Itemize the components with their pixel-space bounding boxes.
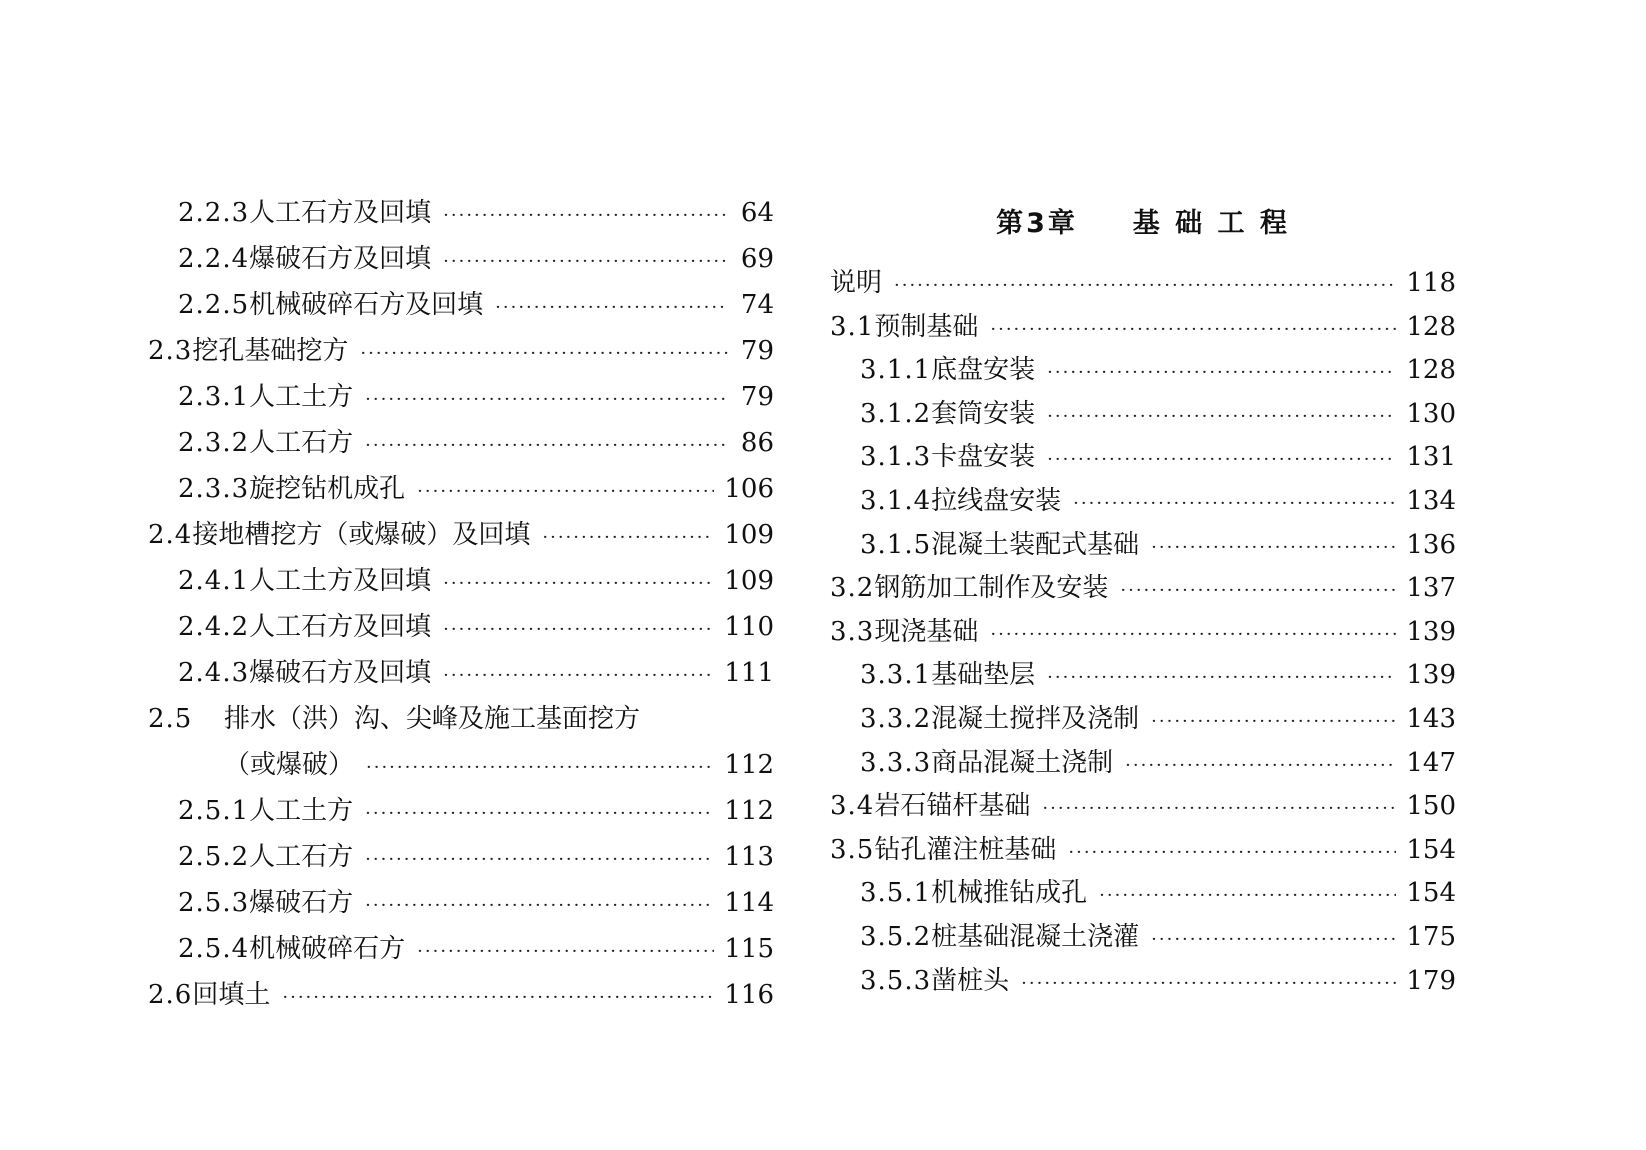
toc-entry[interactable] bbox=[148, 926, 774, 972]
toc-entry-page: 154 bbox=[1406, 878, 1456, 909]
toc-entry[interactable] bbox=[830, 262, 1456, 306]
toc-entry[interactable] bbox=[830, 785, 1456, 829]
toc-entry-number: 2.5.2 bbox=[178, 842, 250, 872]
dot-leader bbox=[1047, 438, 1396, 482]
dot-leader bbox=[366, 745, 714, 791]
toc-entry-page: 147 bbox=[1406, 747, 1456, 778]
dot-leader bbox=[1099, 874, 1396, 918]
toc-entry-page: 79 bbox=[740, 382, 774, 412]
toc-entry[interactable] bbox=[830, 480, 1456, 524]
toc-entry-title: 爆破石方及回填 bbox=[249, 658, 432, 688]
toc-entry-page: 118 bbox=[1406, 268, 1456, 298]
toc-entry[interactable] bbox=[148, 972, 774, 1018]
toc-entry[interactable] bbox=[148, 788, 774, 834]
toc-entry-title: 接地槽挖方（或爆破）及回填 bbox=[192, 520, 531, 550]
toc-entry-title: （或爆破） bbox=[224, 750, 355, 780]
chapter-title: 基 础 工 程 bbox=[1132, 208, 1290, 239]
toc-entry[interactable] bbox=[148, 834, 774, 880]
toc-entry-number: 2.5.1 bbox=[178, 796, 250, 826]
toc-entry[interactable] bbox=[148, 236, 774, 282]
toc-entry-number: 2.6 bbox=[148, 980, 193, 1010]
toc-entry[interactable] bbox=[148, 466, 774, 512]
dot-leader bbox=[1151, 700, 1396, 744]
dot-leader bbox=[443, 561, 714, 607]
toc-entry-page: 130 bbox=[1406, 398, 1456, 429]
toc-entry-number: 2.5.3 bbox=[178, 888, 250, 918]
toc-entry-page: 137 bbox=[1406, 573, 1456, 604]
toc-entry-number: 2.5.4 bbox=[178, 934, 250, 964]
toc-entry-title: 机械破碎石方 bbox=[249, 934, 406, 964]
chapter-label: 第3章 bbox=[996, 208, 1078, 239]
toc-entry-page: 128 bbox=[1406, 311, 1456, 342]
toc-entry-number: 3.1.4 bbox=[860, 485, 932, 516]
toc-entry-title: 说明 bbox=[830, 268, 883, 298]
dot-leader bbox=[1021, 962, 1396, 1006]
toc-entry-number: 3.3 bbox=[830, 616, 875, 647]
toc-entry-number: 2.3.2 bbox=[178, 428, 250, 458]
toc-entry-page: 128 bbox=[1406, 355, 1456, 386]
toc-entry-page: 106 bbox=[724, 474, 774, 504]
toc-entry-number: 3.1.5 bbox=[860, 529, 932, 560]
toc-entry-page: 143 bbox=[1406, 703, 1456, 734]
dot-leader bbox=[1073, 482, 1396, 526]
dot-leader bbox=[1042, 787, 1396, 831]
dot-leader bbox=[1151, 918, 1396, 962]
toc-entry-title: 人工石方 bbox=[249, 842, 354, 872]
dot-leader bbox=[443, 653, 714, 699]
toc-entry[interactable] bbox=[830, 567, 1456, 611]
toc-entry-page: 79 bbox=[740, 336, 774, 366]
toc-entry-page: 109 bbox=[724, 566, 774, 596]
toc-entry-title: 人工石方及回填 bbox=[249, 198, 432, 228]
toc-entry-title: 卡盘安装 bbox=[931, 442, 1036, 473]
toc-entry-title: 拉线盘安装 bbox=[931, 485, 1062, 516]
toc-entry-title: 人工土方 bbox=[249, 382, 354, 412]
toc-entry[interactable] bbox=[148, 420, 774, 466]
toc-entry-title: 机械破碎石方及回填 bbox=[249, 290, 484, 320]
dot-leader bbox=[894, 264, 1396, 308]
toc-entry[interactable] bbox=[830, 698, 1456, 742]
toc-entry[interactable] bbox=[148, 282, 774, 328]
toc-entry-page: 175 bbox=[1406, 921, 1456, 952]
toc-entry[interactable] bbox=[830, 393, 1456, 437]
dot-leader bbox=[990, 308, 1396, 352]
toc-entry-page: 112 bbox=[724, 796, 774, 826]
toc-entry[interactable] bbox=[830, 524, 1456, 568]
toc-entry-number: 3.1 bbox=[830, 311, 875, 342]
toc-entry[interactable] bbox=[830, 960, 1456, 1004]
dot-leader bbox=[542, 515, 714, 561]
toc-entry-number: 3.3.3 bbox=[860, 747, 932, 778]
toc-left-column bbox=[148, 190, 774, 1018]
toc-entry-page: 74 bbox=[740, 290, 774, 320]
toc-entry-title: 人工土方及回填 bbox=[249, 566, 432, 596]
toc-entry-number: 3.5.1 bbox=[860, 878, 932, 909]
dot-leader bbox=[1047, 395, 1396, 439]
dot-leader bbox=[365, 883, 714, 929]
toc-entry-page: 69 bbox=[740, 244, 774, 274]
toc-entry-page: 64 bbox=[740, 198, 774, 228]
toc-entry-title: 爆破石方及回填 bbox=[249, 244, 432, 274]
toc-entry-number: 2.2.3 bbox=[178, 198, 250, 228]
toc-entry-title: 套筒安装 bbox=[931, 398, 1036, 429]
dot-leader bbox=[1047, 656, 1396, 700]
toc-entry-page: 115 bbox=[724, 934, 774, 964]
toc-entry[interactable] bbox=[148, 374, 774, 420]
toc-entry-title: 凿桩头 bbox=[931, 965, 1010, 996]
toc-entry-number: 2.5 bbox=[148, 704, 193, 734]
toc-entry-number: 3.1.1 bbox=[860, 355, 932, 386]
toc-entry-number: 2.4.3 bbox=[178, 658, 250, 688]
toc-entry[interactable] bbox=[830, 611, 1456, 655]
toc-entry[interactable] bbox=[830, 436, 1456, 480]
toc-entry-number: 3.5 bbox=[830, 834, 875, 865]
toc-entry[interactable] bbox=[148, 190, 774, 236]
toc-entry-title: 机械推钻成孔 bbox=[931, 878, 1088, 909]
toc-entry-number: 2.4 bbox=[148, 520, 193, 550]
toc-entry-title: 桩基础混凝土浇灌 bbox=[931, 921, 1140, 952]
toc-entry[interactable] bbox=[830, 872, 1456, 916]
dot-leader bbox=[365, 791, 714, 837]
dot-leader bbox=[1151, 526, 1396, 570]
dot-leader bbox=[1068, 831, 1396, 875]
toc-entry-title: 钢筋加工制作及安装 bbox=[874, 573, 1109, 604]
toc-entry-number: 3.4 bbox=[830, 791, 875, 822]
toc-entry-page: 110 bbox=[724, 612, 774, 642]
dot-leader bbox=[417, 469, 714, 515]
toc-entry-number: 2.3.1 bbox=[178, 382, 250, 412]
toc-entry-number: 2.3 bbox=[148, 336, 193, 366]
toc-entry[interactable] bbox=[830, 829, 1456, 873]
toc-entry-page: 112 bbox=[724, 750, 774, 780]
toc-entry-page: 154 bbox=[1406, 834, 1456, 865]
toc-entry-title: 人工石方及回填 bbox=[249, 612, 432, 642]
toc-entry-title: 人工石方 bbox=[249, 428, 354, 458]
toc-entry-page: 179 bbox=[1406, 965, 1456, 996]
toc-entry-number: 3.3.2 bbox=[860, 703, 932, 734]
toc-entry-title: 基础垫层 bbox=[931, 660, 1036, 691]
toc-entry[interactable] bbox=[830, 654, 1456, 698]
dot-leader bbox=[360, 331, 728, 377]
toc-entry-title: 岩石锚杆基础 bbox=[874, 791, 1031, 822]
toc-entry[interactable] bbox=[148, 604, 774, 650]
toc-entry-number: 2.2.5 bbox=[178, 290, 250, 320]
toc-entry-title: 钻孔灌注桩基础 bbox=[874, 834, 1057, 865]
toc-entry[interactable] bbox=[830, 349, 1456, 393]
toc-entry-page: 111 bbox=[724, 658, 774, 688]
toc-entry-number: 2.4.1 bbox=[178, 566, 250, 596]
toc-entry[interactable] bbox=[148, 328, 774, 374]
dot-leader bbox=[443, 193, 728, 239]
toc-entry-page: 114 bbox=[724, 888, 774, 918]
chapter-heading bbox=[830, 210, 1456, 262]
dot-leader bbox=[282, 975, 714, 1021]
dot-leader bbox=[365, 423, 728, 469]
toc-entry-title: 底盘安装 bbox=[931, 355, 1036, 386]
toc-entry[interactable] bbox=[148, 558, 774, 604]
toc-entry-number: 2.3.3 bbox=[178, 474, 250, 504]
toc-entry-number: 3.2 bbox=[830, 573, 875, 604]
toc-entry-page: 113 bbox=[724, 842, 774, 872]
toc-entry-number: 3.5.3 bbox=[860, 965, 932, 996]
toc-entry-title: 商品混凝土浇制 bbox=[931, 747, 1114, 778]
toc-entry-title: 挖孔基础挖方 bbox=[192, 336, 349, 366]
toc-entry-page: 139 bbox=[1406, 616, 1456, 647]
toc-entry-page: 131 bbox=[1406, 442, 1456, 473]
toc-entry-number: 3.5.2 bbox=[860, 921, 932, 952]
toc-entry-page: 139 bbox=[1406, 660, 1456, 691]
toc-entry-title: 旋挖钻机成孔 bbox=[249, 474, 406, 504]
toc-entry-page: 134 bbox=[1406, 485, 1456, 516]
toc-entry-title: 混凝土搅拌及浇制 bbox=[931, 703, 1140, 734]
toc-entry-title: 现浇基础 bbox=[874, 616, 979, 647]
dot-leader bbox=[495, 285, 728, 331]
toc-entry-page: 116 bbox=[724, 980, 774, 1010]
dot-leader bbox=[365, 837, 714, 883]
toc-entry-page: 109 bbox=[724, 520, 774, 550]
toc-entry-number: 2.2.4 bbox=[178, 244, 250, 274]
toc-entry-title: 混凝土装配式基础 bbox=[931, 529, 1140, 560]
toc-entry-title: 爆破石方 bbox=[249, 888, 354, 918]
toc-entry-title: 回填土 bbox=[192, 980, 271, 1010]
dot-leader bbox=[443, 239, 728, 285]
toc-entry[interactable] bbox=[148, 512, 774, 558]
toc-entry-number: 3.1.2 bbox=[860, 398, 932, 429]
dot-leader bbox=[417, 929, 714, 975]
dot-leader bbox=[1120, 569, 1396, 613]
toc-right-column bbox=[830, 210, 1456, 1003]
toc-entry-page: 136 bbox=[1406, 529, 1456, 560]
toc-entry-number: 3.1.3 bbox=[860, 442, 932, 473]
toc-entry-title: 排水（洪）沟、尖峰及施工基面挖方 bbox=[224, 704, 641, 734]
dot-leader bbox=[365, 377, 728, 423]
toc-entry-page: 150 bbox=[1406, 791, 1456, 822]
toc-entry[interactable] bbox=[830, 742, 1456, 786]
toc-entry[interactable] bbox=[830, 306, 1456, 350]
toc-entry[interactable] bbox=[148, 650, 774, 696]
toc-entry[interactable] bbox=[148, 880, 774, 926]
dot-leader bbox=[1047, 351, 1396, 395]
toc-entry-title: 人工土方 bbox=[249, 796, 354, 826]
toc-entry-number: 2.4.2 bbox=[178, 612, 250, 642]
toc-entry[interactable] bbox=[148, 696, 774, 742]
toc-entry-number: 3.3.1 bbox=[860, 660, 932, 691]
dot-leader bbox=[990, 613, 1396, 657]
toc-entry-title: 预制基础 bbox=[874, 311, 979, 342]
toc-entry[interactable] bbox=[148, 742, 774, 788]
toc-entry[interactable] bbox=[830, 916, 1456, 960]
dot-leader bbox=[1125, 744, 1396, 788]
toc-entry-page: 86 bbox=[740, 428, 774, 458]
dot-leader bbox=[443, 607, 714, 653]
